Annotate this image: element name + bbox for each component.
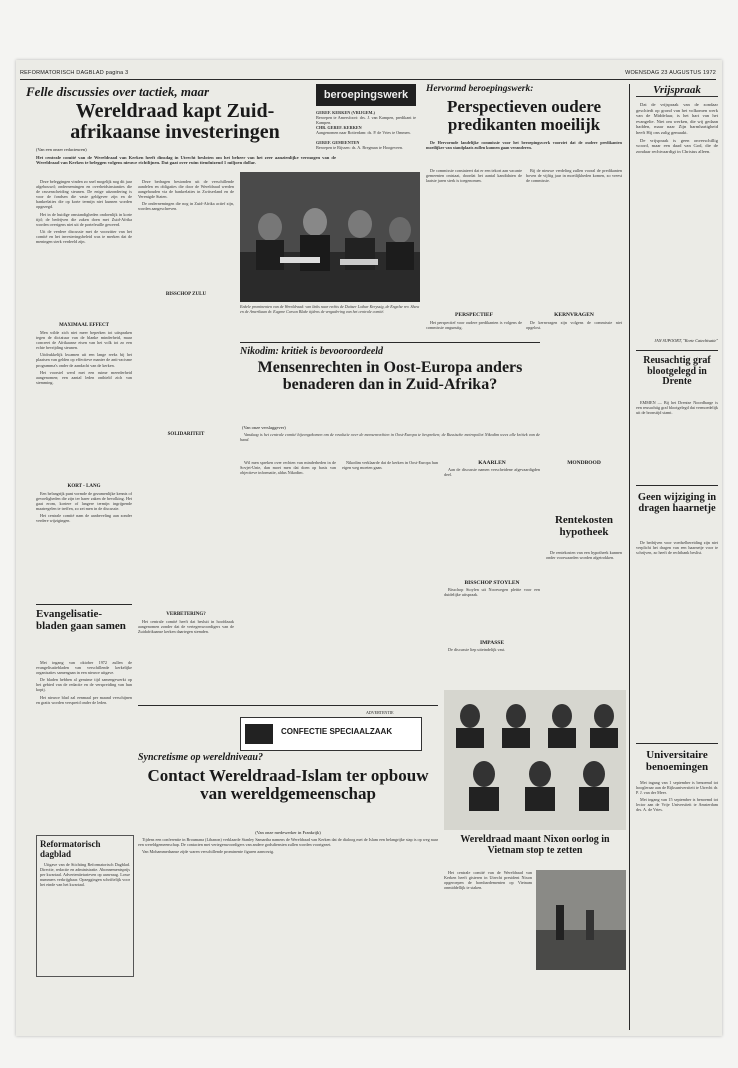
body-syncretisme: Tijdens een conferentie in Broumana (Libanon) verklaarde Stanley Samartha namens de Wereldraad van Kerken dat de dialoog met de Islam een belangrijke stap is op weg naar een wereldgemeenschap. De contacten met vertegenwoordigers van andere godsdiensten zullen worden voortgezet. Van Mohammedaanse zijde waren verschillende prominente figuren aanwezig. <box>138 837 438 855</box>
photo-wereldraad-meeting <box>240 172 420 302</box>
issue-date: WOENSDAG 23 AUGUSTUS 1972 <box>625 70 716 76</box>
subhead-kortlang: KORT - LANG <box>67 484 101 489</box>
beroeping-entry: GEREF. KERKEN (VRIJGEM.) <box>316 110 375 115</box>
photo-portraits-illustration <box>444 690 626 830</box>
headline-syncretisme: Contact Wereldraad-Islam ter opbouw van wereldgemeenschap <box>147 766 429 803</box>
body-herv-1: De commissie constateert dat er een tekort aan vacante gemeenten ontstaat, doordat het aantal kandidaten de laatste jaren sterk is toegenomen. <box>426 168 522 184</box>
lead-nikodim: Vandaag is het centrale comité bijeengekomen om de resolutie over de mensenrechten in Oost-Europa te bespreken; de Russische metropoliet Nikodim wees alle kritiek van de hand. <box>240 432 540 443</box>
photo-illustration <box>240 172 420 302</box>
subhead-bisschop-stoylen: BISSCHOP STOYLEN <box>464 580 520 586</box>
ad-text: CONFECTIE SPECIAALZAAK <box>281 727 393 736</box>
subhead-kaarlen: KAARLEN <box>478 460 506 466</box>
headline-left: Wereldraad kapt Zuid-afrikaanse investeringen <box>70 100 280 143</box>
body-herv-4: De kernvragen zijn volgens de commissie niet opgelost. <box>526 320 622 331</box>
body-nikodim-1: Wil men spreken over rechten van minderheden in de Sovjet-Unie, dan moet men dat doen op basis van objectieve informatie, aldus Nikodim. <box>240 460 336 476</box>
headline-graf: Reusachtig graf blootgelegd in Drente <box>643 355 711 387</box>
body-nikodim-3: Aan de discussie namen verscheidene afgevaardigden deel. <box>444 467 540 478</box>
beroepingswerk-banner: beroepingswerk <box>316 84 416 106</box>
ad-label: ADVERTENTIE <box>366 710 394 715</box>
headline-hypotheek: Rentekosten hypotheek <box>554 514 614 538</box>
header-rule <box>20 79 716 80</box>
lead-left: Het centrale comité van de Wereldraad van Kerken heeft dinsdag in Utrecht besloten om het beheer van het zeer aanzienlijke vermogen van de Wereldraad van Kerken te beleggen volgens nieuwe richtlijnen. Dat gaat over ruim tienduizend 1 miljoen dollar. <box>36 155 336 166</box>
masthead-box <box>36 835 134 977</box>
byline-left: (Van een onzer redacteuren) <box>36 147 87 152</box>
kicker-herv: Hervormd beroepingswerk: <box>426 84 534 94</box>
headline-benoemingen: Universitaire benoemingen <box>645 749 709 773</box>
subhead-bisschop-zulu: BISSCHOP ZULU <box>165 292 207 297</box>
photo-portraits <box>444 690 626 830</box>
subhead-verbetering: VERBETERING? <box>166 612 206 617</box>
body-left-1: Deze beleggingen vinden zo snel mogelijk nog dit jaar afgebouwd; ondernemingen en overheidsinstanties die de rassenscheiding steunen. De enige uitzondering is voor de fondsen die vaste geldgever zijn en de bankrelaties die op korte termijn niet kunnen worden opgezegd. Het in de huidige omstandigheden ondoenlijk in korte tijd; de bedrijven die zaken doen met Zuid-Afrika worden overigens niet uit de portefeuille geweerd. Uit de verdere discussie met de voorzitter van het comité en het investeringsbeleid was te merken dat de meningen sterk verdeeld zijn. <box>36 179 132 245</box>
subhead-maximaal: MAXIMAAL EFFECT <box>59 323 109 328</box>
headline-vrijspraak: Vrijspraak <box>636 84 718 97</box>
beroepingswerk-list: GEREF. KERKEN (VRIJGEM.) Beroepen te Amersfoort: drs. J. van Kampen, predikant te Kampen. CHR. GEREF. KERKEN Aangenomen naar Rotterdam: ds. P. de Vries te Ommen. GEREF. GEMEENTEN Beroepen te Rijssen: ds. A. Bregman te Hoogeveen. <box>316 110 416 151</box>
headline-evangelisatie: Evangelisatie-bladen gaan samen <box>36 608 126 632</box>
subhead-mondbood: MONDBOOD <box>567 460 601 466</box>
paper-name: REFORMATORISCH DAGBLAD pagina 3 <box>20 70 129 76</box>
headline-wijziging: Geen wijziging in dragen haarnetje <box>637 492 717 515</box>
kicker-syncretisme: Syncretisme op wereldniveau? <box>138 752 263 763</box>
subhead-perspectief: PERSPECTIEF <box>455 312 493 318</box>
body-nikodim-5: De discussie liep uiteindelijk vast. <box>448 647 506 652</box>
headline-nikodim: Mensenrechten in Oost-Europa anders benaderen dan in Zuid-Afrika? <box>257 359 523 393</box>
headline-nixon: Wereldraad maant Nixon oorlog in Vietnam stop te zetten <box>460 834 610 856</box>
subhead-solidariteit: SOLIDARITEIT <box>167 432 205 437</box>
kicker-left: Felle discussies over tactiek, maar <box>26 84 210 99</box>
ad-logo <box>245 724 273 744</box>
body-nikodim-4: Bisschop Stoylen uit Noorwegen pleitte voor een duidelijke uitspraak. <box>444 587 540 598</box>
body-nixon-1: Het centrale comité van de Wereldraad van Kerken heeft gisteren in Utrecht president Nixon opgeroepen de bombardementen op Vietnam onmiddellijk te staken. <box>444 870 532 891</box>
body-benoemingen: Met ingang van 1 september is benoemd tot hoogleraar aan de Rijksuniversiteit te Utrecht dr. P. J. van der Meer. Met ingang van 15 september is benoemd tot lector aan de Vrije Universiteit te Amsterdam drs. A. de Vries. <box>636 780 718 813</box>
body-nikodim-2: Nikodim verklaarde dat de kerken in Oost-Europa hun eigen weg moeten gaan. <box>342 460 438 471</box>
body-left-3: Een belangrijk punt vormde de gezamenlijke kennis of gevoeligheden die zijn ter harer zaken de bevolking. Het gaat erom, kortere of langere termijn ingrijpende maatregelen te treffen, zo zei men in de discussie. Het centrale comité nam de aanbeveling aan zonder verdere wijzigingen. <box>36 491 132 524</box>
newspaper-page <box>16 60 722 1036</box>
body-hypotheek: De rentekosten van een hypotheek kunnen onder voorwaarden worden afgetrokken. <box>546 550 622 561</box>
body-verbetering: Het centrale comité heeft dat besluit in hoofdzaak aangenomen zonder dat de vertegenwoordigers van de Zuidafrikaanse kerken daartegen stemden. <box>138 619 234 635</box>
vrijspraak-signature: JAN SUPOORT, "Korte Catechisatie" <box>654 338 718 343</box>
lead-herv: De Hervormde landelijke commissie voor het beroepingswerk voorziet dat de oudere predikanten moeilijker van standplaats zullen kunnen gaan veranderen. <box>426 140 622 151</box>
photo-caption: Enkele prominenten van de Wereldraad: van links naar rechts de Duitser Lothar Kreyssig, de Engelse rev. Shaw en de Amerikaan dr. Eugene Carson Blake tijdens de vergadering van het centrale comité. <box>240 304 420 314</box>
byline-syncretisme: (Van onze medewerker in Frankrijk) <box>255 830 321 835</box>
masthead-info: Uitgave van de Stichting Reformatorisch Dagblad. Directie, redactie en administratie. Abonnementsprijs per kwartaal. Advertentietarieven op aanvraag. Losse nummers verkrijgbaar. Opzeggingen schriftelijk voor het einde van het kwartaal. <box>40 862 130 888</box>
body-evangelisatie: Met ingang van oktober 1972 zullen de evangelisatiebladen van verschillende kerkelijke organisaties samengaan in een nieuwe uitgave. De bladen hebben al geruime tijd samengewerkt op het gebied van de redactie en de verspreiding van hun kopij. Het nieuwe blad zal eenmaal per maand verschijnen en gratis worden verspreid onder de leden. <box>36 660 132 705</box>
masthead-title: Reformatorisch dagblad <box>40 839 101 859</box>
photo-street <box>536 870 626 970</box>
beroeping-entry: CHR. GEREF. KERKEN <box>316 125 362 131</box>
body-left-2: Men wilde zich niet meer beperken tot uitspraken tegen de dictatuur van de blanke minderheid, maar concreet de Afrikaanse eisen van het volk tot zo een echte bevrijding steunen. Uitdrukkelijk kwamen uit een lange reeks bij het plaatsen van gelden op effectieve manier de anti-racisme programma's onder de aandacht van de kerken. Het voorstel werd met een ruime meerderheid aangenomen; een aantal leden onthield zich van stemming. <box>36 330 132 385</box>
body-wijziging: De bedrijven voor voedselbereiding zijn niet verplicht het dragen van een haarnetje voor te schrijven, zo heeft de rechtbank beslist. <box>636 540 718 556</box>
subhead-impasse: IMPASSE <box>479 640 505 646</box>
body-left-mid: Deze bedragen bestonden uit de verschillende aandelen en obligaties die door de Wereldraad werden aangehouden via de bankrelaties in Zwitserland en de Verenigde Staten. De ondernemingen die nog in Zuid-Afrika actief zijn, worden aangeschreven. <box>138 179 234 212</box>
photo-street-illustration <box>536 870 626 970</box>
subhead-kernvragen: KERNVRAGEN <box>554 312 594 318</box>
body-herv-3: Het perspectief voor oudere predikanten is volgens de commissie ongunstig. <box>426 320 522 331</box>
body-vrijspraak: Dat de vrijspraak van de zondaar geschiedt op grond van het volkomen werk van de Middelaar, is het hart van het evangelie. Niet om werken, die wij gedaan hadden, maar naar Zijn barmhartigheid heeft Hij ons zalig gemaakt. De vrijspraak is geen onverschillig woord, maar een daad van God, die de zondaar rechtvaardigt in Christus alleen. <box>636 102 718 154</box>
body-herv-2: Bij de nieuwe verdeling zullen vooral de predikanten boven de vijftig jaar in moeilijkheden komen, zo vreest de commissie. <box>526 168 622 184</box>
body-graf: EMMEN — Bij het Drentse Noordbarge is een reusachtig graf blootgelegd dat vermoedelijk uit de bronstijd stamt. <box>636 400 718 416</box>
headline-herv: Perspectieven oudere predikanten moeilijk <box>446 97 602 134</box>
kicker-nikodim: Nikodim: kritiek is bevooroordeeld <box>240 346 384 357</box>
advertisement <box>240 717 422 751</box>
byline-nikodim: (Van onze verslaggever) <box>242 425 286 430</box>
beroeping-entry: GEREF. GEMEENTEN <box>316 140 360 146</box>
